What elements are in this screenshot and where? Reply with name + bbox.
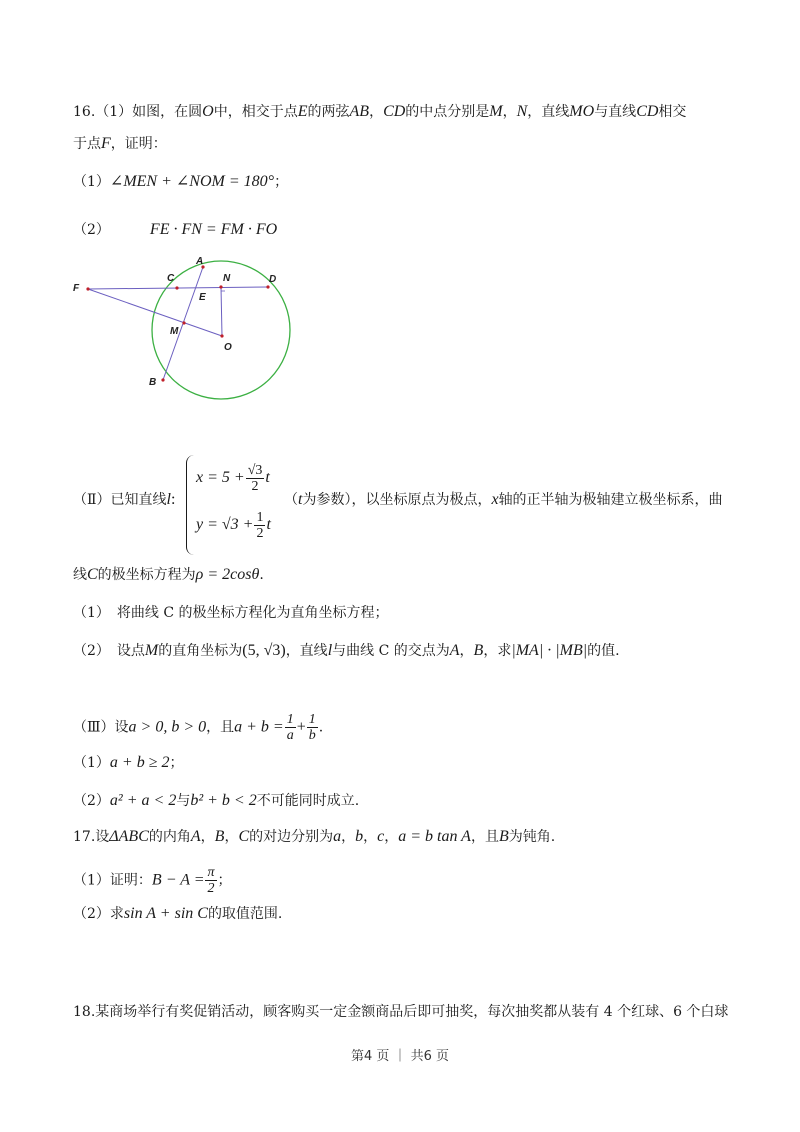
math-inequality: a + b ≥ 2 [109, 754, 170, 771]
fraction-num: √3 [247, 463, 263, 478]
label-D: D [269, 274, 277, 285]
partII-curve [73, 565, 264, 585]
partII-text: 的直角坐标为 [158, 643, 243, 659]
math-M: M [489, 103, 503, 120]
q17-text: （1）证明： [73, 872, 152, 889]
q16-text: 的两弦 [307, 104, 350, 120]
partIII-line [73, 712, 323, 743]
q17-text: ， [200, 829, 215, 845]
q16-head: 16.（1）如图，在圆 [73, 104, 203, 120]
q16-text: ； [274, 174, 289, 190]
q16-text: ， [502, 104, 517, 120]
partII-text: . [259, 567, 264, 583]
math-MO: MO [569, 103, 595, 120]
math-plus: + [296, 718, 306, 736]
partII-text: ， [459, 643, 474, 659]
partII-label [73, 490, 175, 510]
q17-text: （2）求 [73, 906, 124, 922]
partIII-text: （Ⅲ）设 [73, 719, 129, 736]
math-triangle: ΔABC [109, 828, 149, 845]
fraction-num: 1 [308, 712, 316, 727]
fraction-1-over-a [285, 712, 296, 743]
partIII-text: 不可能同时成立. [256, 793, 360, 809]
label-N: N [223, 273, 231, 284]
partIII-sub1 [73, 753, 184, 773]
label-A: A [196, 256, 204, 267]
label-F: F [73, 283, 80, 294]
fraction-num: 1 [286, 712, 294, 727]
q17-line1 [73, 827, 555, 847]
fraction-den: b [308, 728, 316, 743]
equation-y [196, 510, 271, 541]
math-sin-sum: sin A + sin C [123, 905, 208, 922]
partII-sub1 [73, 603, 389, 623]
math-O: O [202, 103, 214, 120]
partII-text: 的极坐标方程为 [97, 567, 196, 583]
math-product: |MA| · |MB| [511, 642, 588, 659]
point-D [266, 285, 269, 288]
q17-text: 的取值范围. [207, 906, 283, 922]
partII-text: 为参数），以坐标原点为极点， [302, 492, 492, 508]
math-B: B [498, 828, 509, 845]
q17-head: 17.设 [73, 829, 110, 845]
point-B [161, 378, 164, 381]
q16-part1 [73, 172, 288, 192]
fraction-num: 1 [256, 510, 264, 525]
q17-text: ，且 [470, 829, 499, 845]
point-M [182, 321, 185, 324]
geometry-figure [70, 250, 310, 420]
math-A: A [190, 828, 201, 845]
q17-sub2 [73, 904, 282, 924]
line-NO [221, 287, 222, 336]
q17-text: 的对边分别为 [249, 829, 334, 845]
fraction-num: π [207, 865, 215, 880]
math-t: t [298, 491, 303, 508]
math-point: (5, √3) [242, 642, 286, 659]
math-product-equality: FE · FN = FM · FO [149, 221, 278, 238]
q17-text: 为钝角. [508, 829, 556, 845]
part-label: （1） [73, 174, 110, 190]
partIII-text: 与 [176, 793, 191, 809]
math-AB: AB [349, 103, 370, 120]
math-CD: CD [636, 103, 659, 120]
label-C: C [167, 273, 175, 284]
label-E: E [199, 292, 206, 303]
fraction-den: a [286, 728, 294, 743]
page-footer: 第4 页 ｜ 共6 页 [350, 1049, 450, 1064]
q16-part2 [73, 220, 277, 240]
partII-sub1-text: （1） 将曲线 C 的极坐标方程化为直角坐标方程； [73, 605, 389, 621]
fraction-pi-over-2 [205, 865, 216, 896]
math-C: C [238, 828, 250, 845]
math-polar-eq: ρ = 2cosθ [195, 566, 260, 583]
fraction-den: 2 [251, 479, 259, 494]
math-x: x [491, 491, 499, 508]
label-M: M [170, 326, 179, 337]
q16-text: ，直线 [527, 104, 570, 120]
point-O [220, 334, 223, 337]
q16-line2 [73, 134, 167, 154]
partII-sub2 [73, 641, 620, 661]
q17-text: ； [217, 872, 232, 889]
q16-text: 中，相交于点 [213, 104, 298, 120]
math-difference: B − A = [151, 871, 205, 889]
partIII-sub2 [73, 791, 359, 811]
q17-text: ， [341, 829, 356, 845]
eq-x-t: t [265, 469, 270, 487]
partII-text: 的值. [587, 643, 620, 659]
eq-y-lhs: y = √3 + [196, 516, 254, 534]
partIII-text: . [318, 719, 324, 736]
q16-text: ，证明： [110, 136, 167, 152]
math-l: l [166, 491, 171, 508]
math-E: E [297, 103, 308, 120]
point-F [86, 287, 89, 290]
part-label: （2） [73, 222, 110, 238]
math-B: B [473, 642, 484, 659]
math-F: F [101, 135, 111, 152]
eq-x-lhs: x = 5 + [196, 469, 245, 487]
math-A: A [449, 642, 460, 659]
math-condition: a > 0, b > 0 [128, 718, 207, 736]
q16-text: 相交 [658, 104, 687, 120]
partII-text: ，直线 [285, 643, 328, 659]
q16-text: 与直线 [594, 104, 637, 120]
q16-line1 [73, 102, 686, 122]
part-label: （1） [73, 755, 110, 771]
equation-x [196, 463, 270, 494]
partII-text: （ [284, 492, 298, 508]
math-CD: CD [383, 103, 406, 120]
q18-line1 [73, 1002, 728, 1022]
fraction-1-over-b [307, 712, 318, 743]
partII-text: 线 [73, 567, 87, 583]
math-inequality-b: b² + b < 2 [190, 792, 257, 809]
math-colon: : [170, 491, 176, 508]
label-B: B [149, 377, 157, 388]
fraction-sqrt3-over-2 [246, 463, 265, 494]
math-l: l [327, 642, 333, 659]
point-N [219, 285, 222, 288]
q16-text: ， [369, 104, 384, 120]
math-B: B [214, 828, 225, 845]
math-sum: a + b = [234, 718, 284, 736]
math-C: C [87, 566, 98, 583]
partIII-text: ； [169, 755, 184, 771]
fraction-1-over-2 [254, 510, 265, 541]
math-b: b [355, 828, 364, 845]
partII-text: （Ⅱ）已知直线 [73, 492, 167, 508]
q16-text: 于点 [73, 136, 101, 152]
q17-text: ， [384, 829, 399, 845]
fraction-den: 2 [256, 526, 264, 541]
math-c: c [377, 828, 385, 845]
eq-y-t: t [266, 516, 271, 534]
math-tan-eq: a = b tan A [398, 828, 471, 845]
math-inequality-a: a² + a < 2 [109, 792, 177, 809]
q16-text: 的中点分别是 [405, 104, 490, 120]
partII-text: 与曲线 C 的交点为 [332, 643, 450, 659]
math-angle-sum: ∠MEN + ∠NOM = 180° [109, 173, 275, 190]
partII-param [284, 490, 723, 510]
label-O: O [224, 342, 232, 353]
partII-text: 轴的正半轴为极轴建立极坐标系，曲 [498, 492, 723, 508]
math-M: M [144, 642, 159, 659]
q17-text: ， [363, 829, 378, 845]
q17-sub1 [73, 865, 232, 896]
partIII-text: ，且 [206, 719, 235, 736]
part-label: （2） [73, 793, 110, 809]
partII-text: （2） 设点 [73, 643, 145, 659]
math-a: a [333, 828, 342, 845]
point-C [175, 286, 178, 289]
fraction-den: 2 [207, 881, 215, 896]
q18-text: 18.某商场举行有奖促销活动，顾客购买一定金额商品后即可抽奖，每次抽奖都从装有 4 个红球、6 个白球 [73, 1004, 729, 1020]
q17-text: 的内角 [148, 829, 191, 845]
math-N: N [516, 103, 528, 120]
partII-text: ，求 [483, 643, 512, 659]
q17-text: ， [224, 829, 239, 845]
